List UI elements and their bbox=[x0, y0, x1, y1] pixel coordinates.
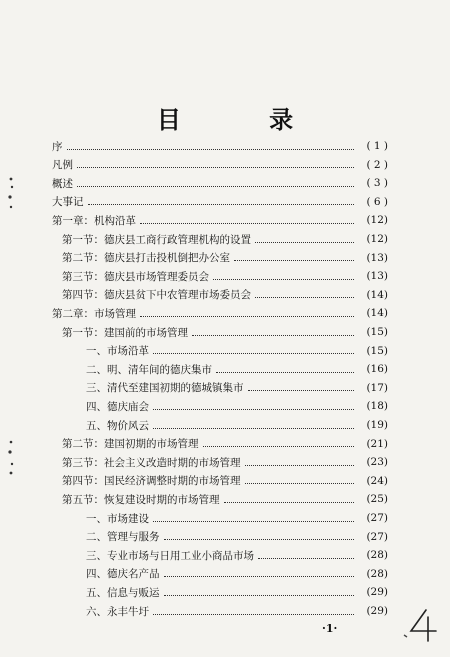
leader-dots bbox=[234, 260, 354, 261]
toc-entry-page: (28) bbox=[366, 549, 388, 562]
toc-entry[interactable] bbox=[52, 545, 388, 565]
toc-entry[interactable] bbox=[52, 359, 388, 379]
toc-entry-page: (16) bbox=[366, 363, 388, 376]
toc-entry-page: ( 3 ) bbox=[366, 177, 388, 190]
leader-dots bbox=[255, 242, 354, 243]
toc-entry-label: 五、信息与贩运 bbox=[86, 586, 160, 599]
toc-entry-page: ( 2 ) bbox=[366, 158, 388, 171]
leader-dots bbox=[192, 335, 354, 336]
leader-dots bbox=[248, 390, 355, 391]
toc-entry[interactable] bbox=[52, 415, 388, 435]
leader-dots bbox=[224, 502, 355, 503]
toc-entry-label: 一、市场沿革 bbox=[86, 345, 149, 358]
toc-entry-page: ( 6 ) bbox=[366, 195, 388, 208]
leader-dots bbox=[77, 167, 354, 168]
leader-dots bbox=[245, 483, 355, 484]
leader-dots bbox=[245, 465, 355, 466]
toc-entry[interactable] bbox=[52, 452, 388, 472]
toc-entry-label: 第一节：建国前的市场管理 bbox=[62, 326, 188, 339]
toc-entry[interactable] bbox=[52, 285, 388, 305]
toc-entry-page: (19) bbox=[366, 419, 388, 431]
toc-entry-label: 二、管理与服务 bbox=[86, 531, 160, 544]
toc-entry[interactable] bbox=[52, 582, 388, 602]
toc-entry[interactable] bbox=[52, 508, 388, 528]
leader-dots bbox=[140, 223, 354, 224]
toc-entry-label: 五、物价风云 bbox=[86, 419, 149, 432]
leader-dots bbox=[203, 446, 355, 447]
toc-entry[interactable] bbox=[52, 378, 388, 398]
toc-entry[interactable] bbox=[52, 303, 388, 323]
toc-entry-label: 第四节：德庆县贫下中农管理市场委员会 bbox=[62, 289, 251, 302]
leader-dots bbox=[77, 186, 354, 187]
toc-entry[interactable] bbox=[52, 489, 388, 509]
leader-dots bbox=[255, 297, 354, 298]
toc-entry-page: (18) bbox=[366, 400, 388, 413]
toc-entry[interactable] bbox=[52, 155, 388, 175]
toc-entry-page: (13) bbox=[366, 251, 388, 264]
toc-entry[interactable] bbox=[52, 341, 388, 361]
toc-entry[interactable] bbox=[52, 210, 388, 230]
toc-entry-label: 三、专业市场与日用工业小商品市场 bbox=[86, 549, 254, 562]
leader-dots bbox=[164, 576, 355, 577]
toc-entry[interactable] bbox=[52, 192, 388, 212]
toc-entry-label: 二、明、清年间的德庆集市 bbox=[86, 363, 212, 376]
page-number: ·1· bbox=[322, 622, 338, 635]
leader-dots bbox=[140, 316, 354, 317]
handwritten-page-number bbox=[402, 607, 442, 643]
toc-entry[interactable] bbox=[52, 248, 388, 268]
leader-dots bbox=[164, 539, 355, 540]
leader-dots bbox=[258, 558, 354, 559]
toc-entry-label: 六、永丰牛圩 bbox=[86, 605, 149, 618]
leader-dots bbox=[153, 409, 354, 410]
toc-entry-label: 凡例 bbox=[52, 159, 73, 172]
leader-dots bbox=[213, 279, 354, 280]
toc-entry-label: 第三节：德庆县市场管理委员会 bbox=[62, 270, 209, 283]
toc-entry-page: (27) bbox=[366, 512, 388, 524]
toc-entry-page: (27) bbox=[366, 530, 388, 543]
toc-entry[interactable] bbox=[52, 396, 388, 416]
toc-entry-page: (14) bbox=[366, 288, 388, 301]
toc-entry-label: 概述 bbox=[52, 177, 73, 190]
toc-entry-page: (15) bbox=[366, 344, 388, 357]
toc-entry-label: 第二节：建国初期的市场管理 bbox=[62, 438, 199, 451]
toc-entry-page: (28) bbox=[366, 567, 388, 580]
toc-entry-label: 第二节：德庆县打击投机倒把办公室 bbox=[62, 252, 230, 265]
toc-entry-label: 一、市场建设 bbox=[86, 512, 149, 525]
toc-entry-page: (17) bbox=[366, 381, 388, 394]
toc-entry-page: (14) bbox=[366, 307, 388, 320]
leader-dots bbox=[67, 149, 355, 150]
toc-entry-label: 序 bbox=[52, 140, 63, 153]
toc-entry[interactable] bbox=[52, 173, 388, 193]
toc-entry-label: 第一节：德庆县工商行政管理机构的设置 bbox=[62, 233, 251, 246]
toc-entry[interactable] bbox=[52, 322, 388, 342]
leader-dots bbox=[153, 521, 354, 522]
leader-dots bbox=[216, 372, 354, 373]
toc-entry-page: (21) bbox=[366, 437, 388, 450]
toc-entry-page: (25) bbox=[366, 493, 388, 506]
toc-entry[interactable] bbox=[52, 434, 388, 454]
toc-entry-label: 四、德庆庙会 bbox=[86, 400, 149, 413]
toc-entry[interactable] bbox=[52, 471, 388, 491]
toc-entry[interactable] bbox=[52, 527, 388, 547]
toc-entry-label: 大事记 bbox=[52, 196, 84, 209]
toc-entry-page: ( 1 ) bbox=[366, 140, 388, 152]
leader-dots bbox=[153, 614, 354, 615]
toc-entry-page: (23) bbox=[366, 456, 388, 469]
toc-entry-page: (15) bbox=[366, 326, 388, 338]
leader-dots bbox=[153, 353, 354, 354]
toc-entry-page: (12) bbox=[366, 214, 388, 227]
toc-entry[interactable] bbox=[52, 564, 388, 584]
toc-entry[interactable] bbox=[52, 601, 388, 621]
page-title: 目 录 bbox=[156, 105, 334, 134]
binding-hole-mark bbox=[6, 175, 16, 215]
leader-dots bbox=[164, 595, 355, 596]
toc-entry-label: 第四节：国民经济调整时期的市场管理 bbox=[62, 475, 241, 488]
toc-entry-page: (29) bbox=[366, 605, 388, 617]
toc-entry[interactable] bbox=[52, 266, 388, 286]
leader-dots bbox=[88, 204, 355, 205]
toc-entry-page: (24) bbox=[366, 474, 388, 487]
toc-entry-page: (29) bbox=[366, 586, 388, 599]
leader-dots bbox=[153, 428, 354, 429]
binding-hole-mark bbox=[6, 438, 16, 478]
toc-entry-page: (13) bbox=[366, 270, 388, 283]
toc-entry-label: 四、德庆名产品 bbox=[86, 568, 160, 581]
toc-entry[interactable] bbox=[52, 136, 388, 156]
toc-entry-label: 第二章：市场管理 bbox=[52, 307, 136, 320]
toc-entry[interactable] bbox=[52, 229, 388, 249]
toc-entry-label: 三、清代至建国初期的德城镇集市 bbox=[86, 382, 244, 395]
toc-entry-label: 第三节：社会主义改造时期的市场管理 bbox=[62, 456, 241, 469]
toc-entry-page: (12) bbox=[366, 233, 388, 245]
toc-entry-label: 第五节：恢复建设时期的市场管理 bbox=[62, 493, 220, 506]
toc-entry-label: 第一章：机构沿革 bbox=[52, 214, 136, 227]
